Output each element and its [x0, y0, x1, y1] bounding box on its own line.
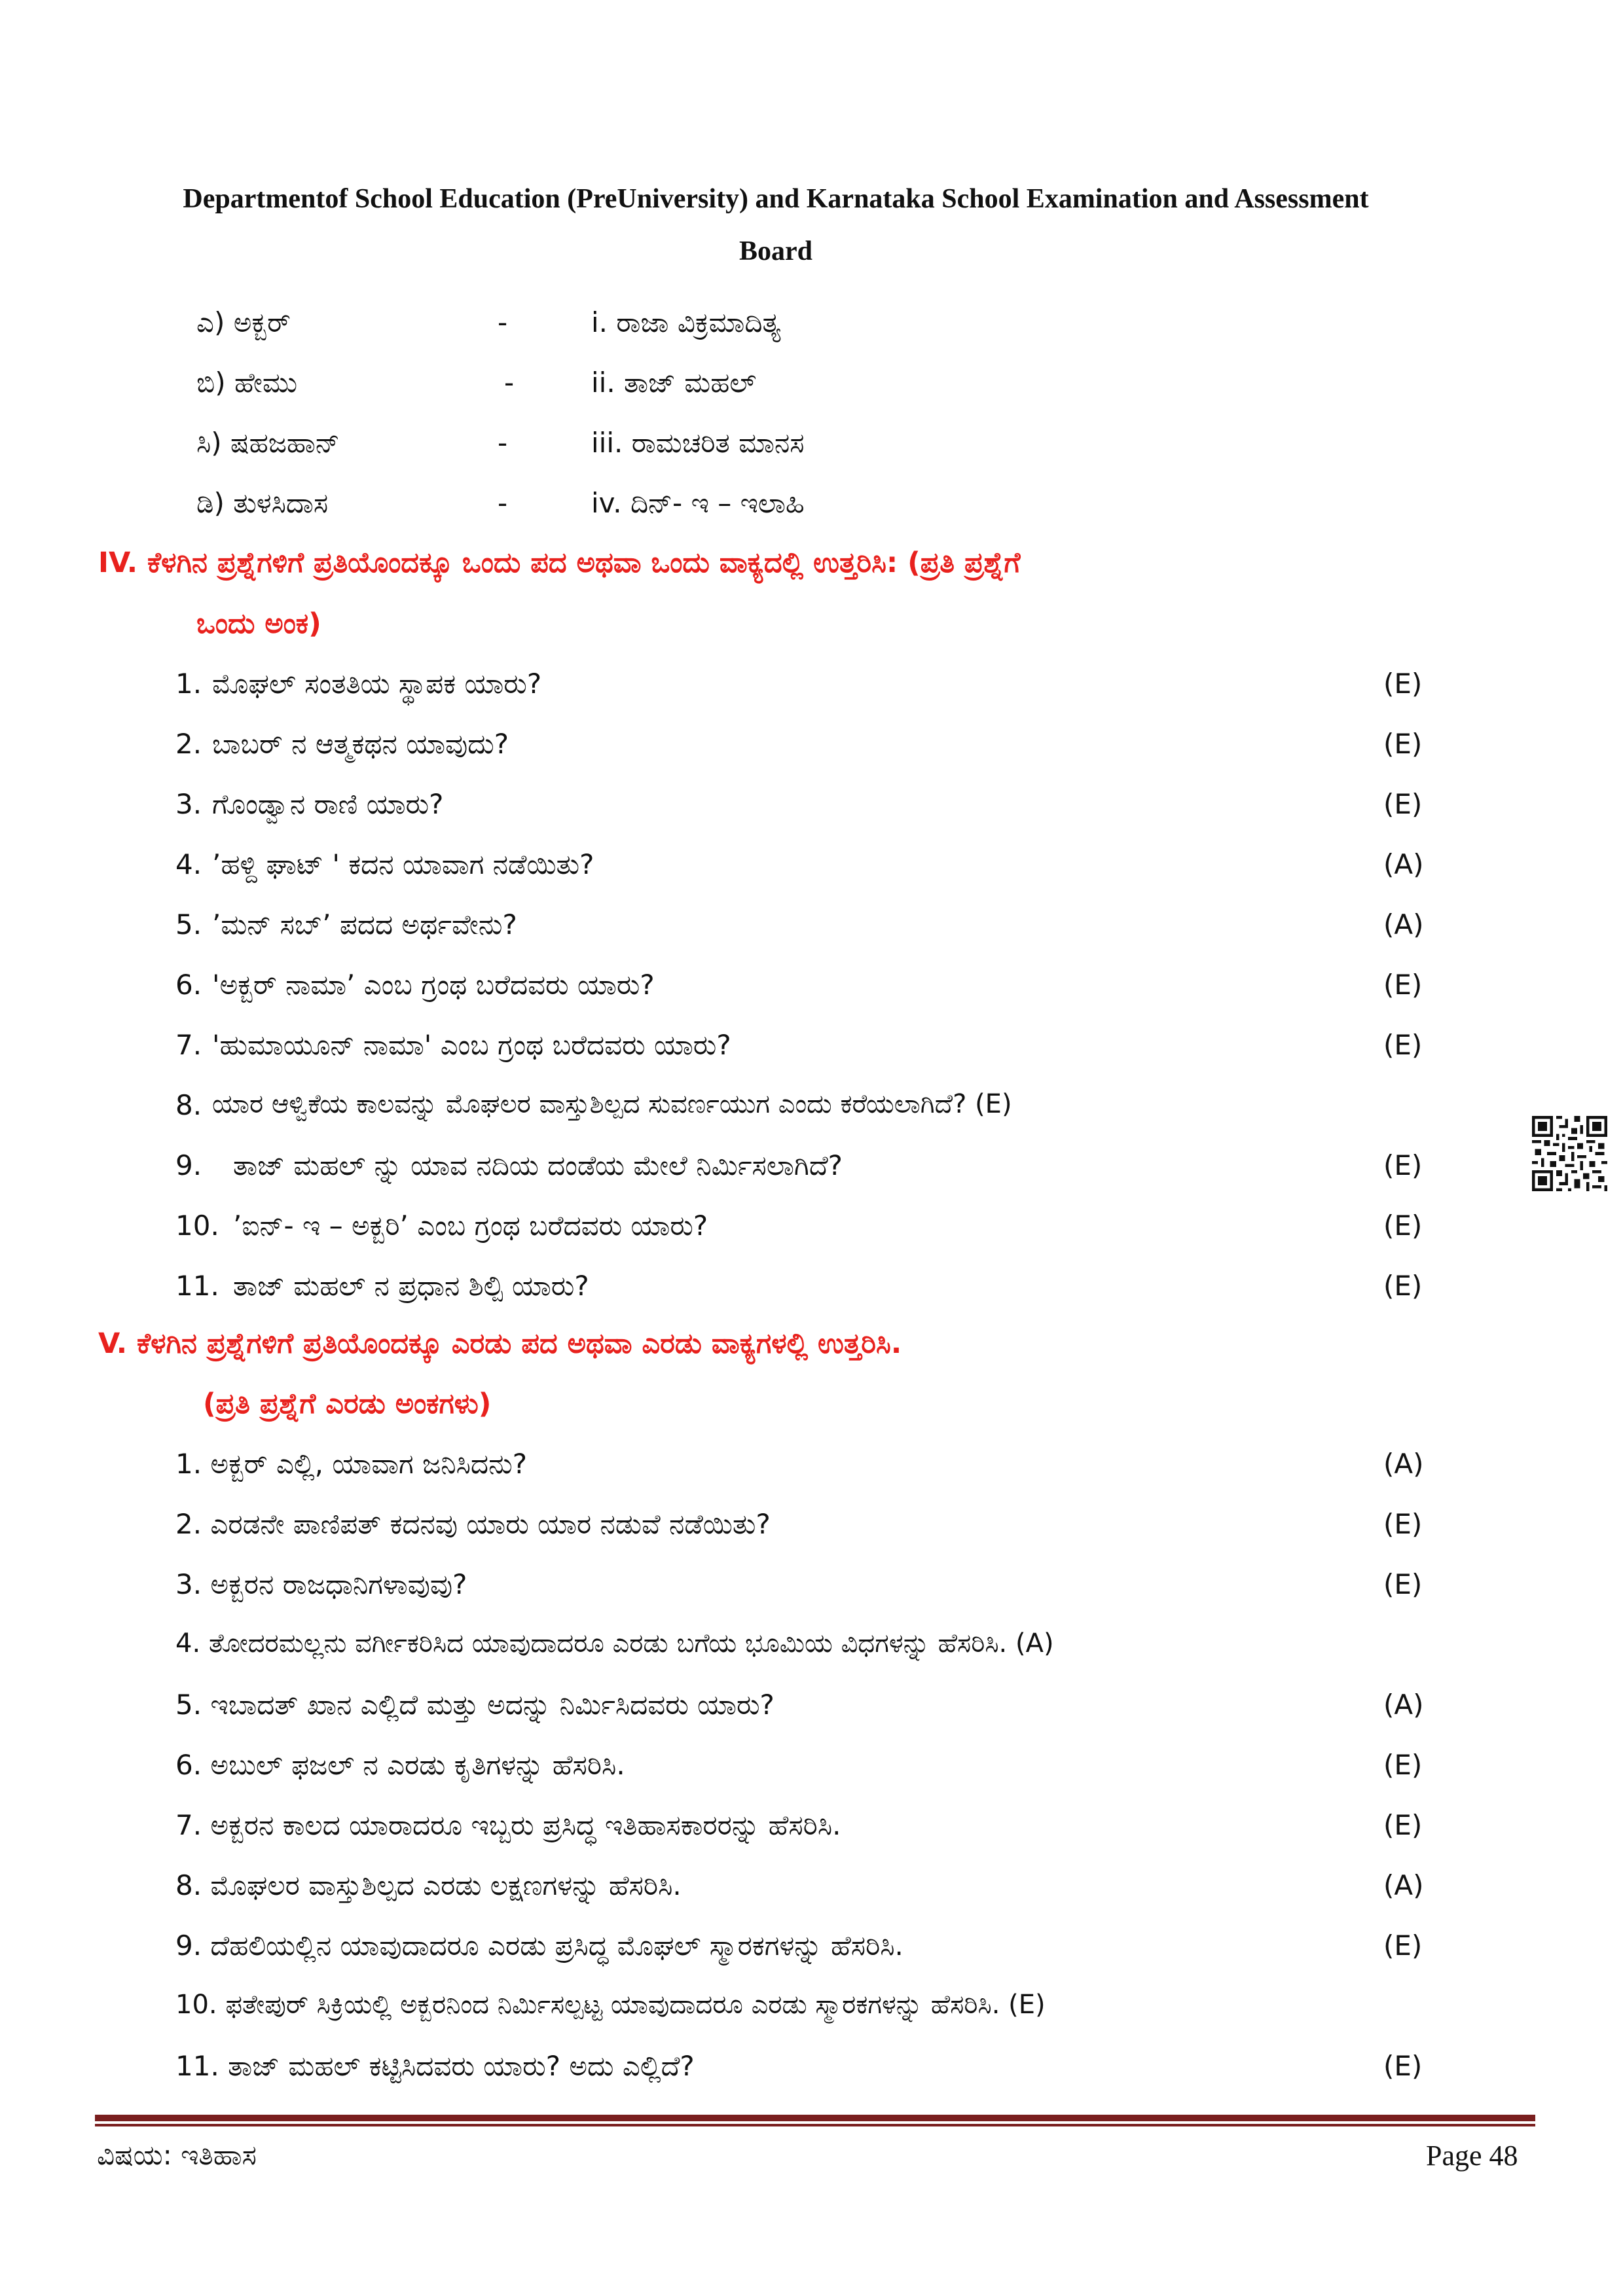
question-number: 8.: [175, 1089, 202, 1121]
question-text: 'ಅಕ್ಬರ್ ನಾಮಾ’ ಎಂಬ ಗ್ರಂಥ ಬರೆದವರು ಯಾರು?: [212, 969, 655, 1001]
question-text: 1. ಅಕ್ಬರ್ ಎಲ್ಲಿ, ಯಾವಾಗ ಜನಿಸಿದನು?: [175, 1448, 528, 1480]
question-text: 10. ಫತೇಪುರ್ ಸಿಕ್ರಿಯಲ್ಲಿ ಅಕ್ಬರನಿಂದ ನಿರ್ಮಿಸಲ್ಪಟ್ಟ ಯಾವುದಾದರೂ ಎರಡು ಸ್ಮಾರಕಗಳನ್ನು ಹೆಸರಿಸಿ. (E): [175, 1990, 1046, 2020]
question-text: ’ಮನ್ ಸಬ್’ ಪದದ ಅರ್ಥವೇನು?: [212, 908, 517, 941]
question-row: [175, 1929, 1524, 1975]
question-text: ಯಾರ ಆಳ್ವಿಕೆಯ ಕಾಲವನ್ನು ಮೊಘಲರ ವಾಸ್ತುಶಿಲ್ಪದ ಸುವರ್ಣಯುಗ ಎಂದು ಕರೆಯಲಾಗಿದೆ? (E): [212, 1089, 1012, 1119]
question-tag: (E): [1383, 788, 1423, 820]
match-right: iv. ದಿನ್- ಇ – ಇಲಾಹಿ: [591, 487, 805, 519]
question-row: [175, 1689, 1524, 1734]
question-text: 3. ಅಕ್ಬರನ ರಾಜಧಾನಿಗಳಾವುವು?: [175, 1568, 467, 1600]
question-text: ಬಾಬರ್ ನ ಆತ್ಮಕಥನ ಯಾವುದು?: [212, 728, 509, 760]
question-tag: (A): [1383, 1689, 1424, 1721]
question-row: [175, 1990, 1524, 2036]
question-tag: (E): [1383, 969, 1423, 1001]
question-row: [175, 1628, 1524, 1674]
question-number: 9.: [175, 1149, 202, 1181]
question-text: 4. ತೋದರಮಲ್ಲನು ವರ್ಗೀಕರಿಸಿದ ಯಾವುದಾದರೂ ಎರಡು ಬಗೆಯ ಭೂಮಿಯ ವಿಧಗಳನ್ನು ಹೆಸರಿಸಿ. (A): [175, 1628, 1054, 1659]
question-text: ತಾಜ್ ಮಹಲ್ ನ ಪ್ರಧಾನ ಶಿಲ್ಪಿ ಯಾರು?: [233, 1270, 589, 1302]
question-row: [175, 1149, 1524, 1195]
header-line-2: Board: [739, 236, 812, 266]
question-tag: (E): [1383, 1749, 1423, 1781]
question-text: ಗೊಂಡ್ವಾನ ರಾಣಿ ಯಾರು?: [212, 788, 444, 820]
footer-page-number: Page 48: [1426, 2140, 1518, 2172]
question-row: [175, 1809, 1524, 1855]
section-4-title: IV. ಕೆಳಗಿನ ಪ್ರಶ್ನೆಗಳಿಗೆ ಪ್ರತಿಯೊಂದಕ್ಕೂ ಒಂದು ಪದ ಅಥವಾ ಒಂದು ವಾಕ್ಯದಲ್ಲಿ ಉತ್ತರಿಸಿ: (ಪ್ರತಿ ಪ್ರಶ್ನೆಗೆ: [98, 547, 1021, 579]
question-row: [175, 1270, 1524, 1316]
question-row: [175, 728, 1524, 774]
section-5-title-cont: (ಪ್ರತಿ ಪ್ರಶ್ನೆಗೆ ಎರಡು ಅಂಕಗಳು): [203, 1388, 492, 1420]
question-text: ತಾಜ್ ಮಹಲ್ ನ್ನು ಯಾವ ನದಿಯ ದಂಡೆಯ ಮೇಲೆ ನಿರ್ಮಿಸಲಾಗಿದೆ?: [233, 1149, 843, 1181]
match-right: i. ರಾಜಾ ವಿಕ್ರಮಾದಿತ್ಯ: [591, 306, 781, 338]
question-tag: (E): [1383, 668, 1423, 700]
question-number: 2.: [175, 728, 202, 760]
match-left: ಡಿ) ತುಳಸಿದಾಸ: [196, 487, 329, 519]
match-left: ಸಿ) ಷಹಜಹಾನ್: [196, 427, 340, 459]
question-tag: (E): [1383, 1809, 1423, 1841]
question-text: 5. ಇಬಾದತ್ ಖಾನ ಎಲ್ಲಿದೆ ಮತ್ತು ಅದನ್ನು ನಿರ್ಮಿಸಿದವರು ಯಾರು?: [175, 1689, 775, 1721]
question-row: [175, 908, 1524, 954]
question-row: [175, 1448, 1524, 1494]
question-text: 11. ತಾಜ್ ಮಹಲ್ ಕಟ್ಟಿಸಿದವರು ಯಾರು? ಅದು ಎಲ್ಲಿದೆ?: [175, 2050, 695, 2082]
question-row: [175, 1568, 1524, 1614]
match-dash: -: [504, 367, 515, 399]
question-tag: (A): [1383, 908, 1424, 941]
question-text: 'ಹುಮಾಯೂನ್ ನಾಮಾ' ಎಂಬ ಗ್ರಂಥ ಬರೆದವರು ಯಾರು?: [212, 1029, 731, 1061]
question-row: [175, 969, 1524, 1014]
question-row: [175, 668, 1524, 713]
question-tag: (A): [1383, 848, 1424, 880]
question-tag: (E): [1383, 1929, 1423, 1962]
question-number: 11.: [175, 1270, 219, 1302]
question-number: 7.: [175, 1029, 202, 1061]
footer-subject: ವಿಷಯ: ಇತಿಹಾಸ: [97, 2139, 257, 2171]
question-number: 1.: [175, 668, 202, 700]
section-5-title: V. ಕೆಳಗಿನ ಪ್ರಶ್ನೆಗಳಿಗೆ ಪ್ರತಿಯೊಂದಕ್ಕೂ ಎರಡು ಪದ ಅಥವಾ ಎರಡು ವಾಕ್ಯಗಳಲ್ಲಿ ಉತ್ತರಿಸಿ.: [98, 1327, 902, 1360]
question-tag: (E): [1383, 1029, 1423, 1061]
question-row: [175, 1749, 1524, 1795]
question-row: [175, 1869, 1524, 1915]
question-tag: (E): [1383, 1568, 1423, 1600]
question-tag: (E): [1383, 1149, 1423, 1181]
header-line-1: Departmentof School Education (PreUniversity) and Karnataka School Examination and Assessment: [183, 184, 1369, 214]
match-dash: -: [498, 427, 508, 459]
question-tag: (E): [1383, 728, 1423, 760]
match-right: ii. ತಾಜ್ ಮಹಲ್: [591, 367, 757, 399]
question-row: [175, 848, 1524, 894]
match-right: iii. ರಾಮಚರಿತ ಮಾನಸ: [591, 427, 805, 459]
question-text: 9. ದೆಹಲಿಯಲ್ಲಿನ ಯಾವುದಾದರೂ ಎರಡು ಪ್ರಸಿದ್ಧ ಮೊಘಲ್ ಸ್ಮಾರಕಗಳನ್ನು ಹೆಸರಿಸಿ.: [175, 1929, 903, 1962]
match-dash: -: [498, 306, 508, 338]
question-row: [175, 1029, 1524, 1075]
question-row: [175, 1508, 1524, 1554]
question-text: 7. ಅಕ್ಬರನ ಕಾಲದ ಯಾರಾದರೂ ಇಬ್ಬರು ಪ್ರಸಿದ್ಧ ಇತಿಹಾಸಕಾರರನ್ನು ಹೆಸರಿಸಿ.: [175, 1809, 841, 1841]
question-number: 5.: [175, 908, 202, 941]
question-tag: (A): [1383, 1869, 1424, 1901]
question-tag: (E): [1383, 1508, 1423, 1540]
match-dash: -: [498, 487, 508, 519]
question-number: 3.: [175, 788, 202, 820]
match-left: ಬಿ) ಹೇಮು: [196, 367, 298, 399]
qr-code-icon: [1532, 1116, 1607, 1191]
question-text: ಮೊಘಲ್ ಸಂತತಿಯ ಸ್ಥಾಪಕ ಯಾರು?: [212, 668, 542, 700]
question-text: 8. ಮೊಘಲರ ವಾಸ್ತುಶಿಲ್ಪದ ಎರಡು ಲಕ್ಷಣಗಳನ್ನು ಹೆಸರಿಸಿ.: [175, 1869, 682, 1901]
question-text: 6. ಅಬುಲ್ ಫಜಲ್ ನ ಎರಡು ಕೃತಿಗಳನ್ನು ಹೆಸರಿಸಿ.: [175, 1749, 625, 1781]
question-row: [175, 788, 1524, 834]
question-text: ’ಐನ್- ಇ – ಅಕ್ಬರಿ’ ಎಂಬ ಗ್ರಂಥ ಬರೆದವರು ಯಾರು?: [233, 1210, 708, 1242]
question-tag: (E): [1383, 1270, 1423, 1302]
question-text: 2. ಎರಡನೇ ಪಾಣಿಪತ್ ಕದನವು ಯಾರು ಯಾರ ನಡುವೆ ನಡೆಯಿತು?: [175, 1508, 771, 1540]
question-tag: (A): [1383, 1448, 1424, 1480]
match-left: ಎ) ಅಕ್ಬರ್: [196, 306, 291, 338]
footer-rule-thin: [95, 2124, 1535, 2126]
question-tag: (E): [1383, 2050, 1423, 2082]
question-row: [175, 1210, 1524, 1255]
question-text: ’ಹಳ್ದಿ ಘಾಟ್ ' ಕದನ ಯಾವಾಗ ನಡೆಯಿತು?: [212, 848, 594, 880]
question-row: [175, 2050, 1524, 2096]
question-number: 10.: [175, 1210, 219, 1242]
footer-rule: [95, 2115, 1535, 2121]
section-4-title-cont: ಒಂದು ಅಂಕ): [196, 607, 321, 640]
question-row: [175, 1089, 1524, 1135]
question-number: 6.: [175, 969, 202, 1001]
question-tag: (E): [1383, 1210, 1423, 1242]
question-number: 4.: [175, 848, 202, 880]
